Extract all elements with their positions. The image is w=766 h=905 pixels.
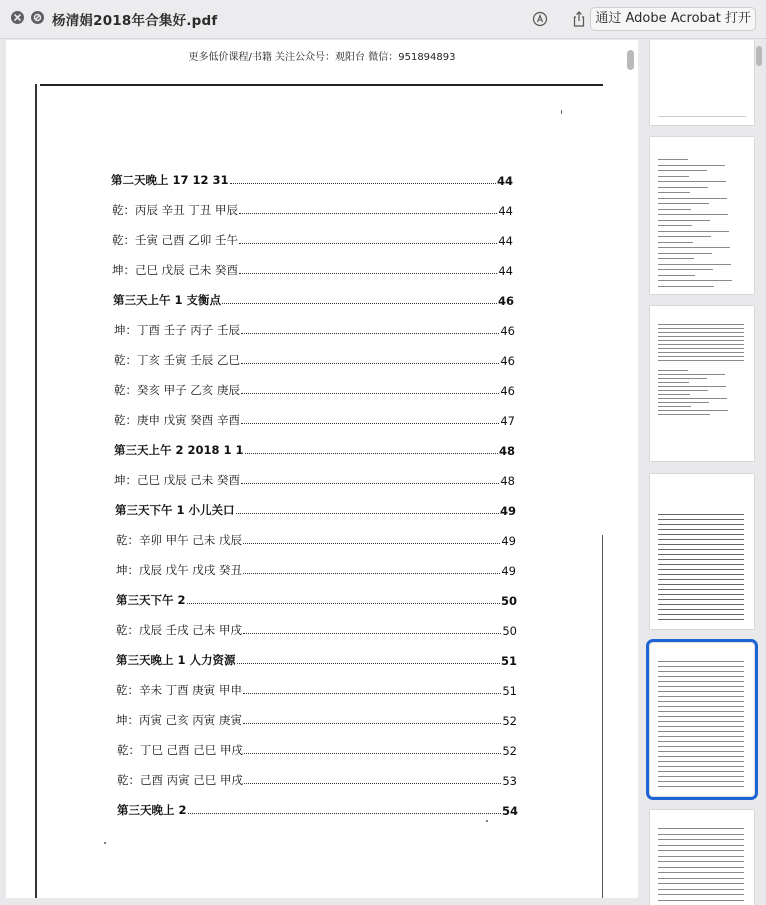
page-thumbnail[interactable] [650,40,754,125]
toc-entry-label: 第三天下午 2 [116,593,186,607]
thumbnail-text-line [658,165,725,166]
thumbnail-text-line [658,170,707,171]
thumbnail-text-line [658,599,744,600]
toc-entry [115,502,516,518]
thumbnail-text-line [658,187,708,188]
thumbnail-text-line [658,544,744,545]
toc-entry-label: 乾：壬寅 己酉 乙卯 壬午 [112,233,238,247]
toc-entry [116,622,517,638]
thumbnail-text-line [658,529,744,530]
toc-entry-label: 坤：己巳 戊辰 己未 癸酉 [114,473,240,487]
thumbnail-text-line [658,761,744,762]
thumbnail-text-line [658,589,744,590]
share-icon[interactable] [569,9,589,29]
thumbnail-text-line [658,258,694,259]
thumbnail-text-line [658,242,693,243]
toc-entry [117,742,517,758]
thumbnail-text-line [658,845,744,846]
toc-entry-page: 51 [500,654,517,668]
toc-entry-page: 51 [502,684,517,698]
toc-entry-label: 乾：辛未 丁酉 庚寅 甲申 [116,683,242,697]
thumbnail-text-line [658,691,744,692]
thumbnail-text-line [658,721,744,722]
thumbnail-text-line [658,352,744,353]
toc-entry [116,652,517,668]
thumbnail-text-line [658,390,708,391]
toc-leader-dots [188,812,501,814]
thumbnail-text-line [658,564,744,565]
toc-entry-page: 49 [499,504,516,518]
toc-entry-label: 乾：癸亥 甲子 乙亥 庚辰 [114,383,240,397]
thumbnail-text-line [658,834,744,835]
thumbnail-text-line [658,766,744,767]
thumbnail-text-line [658,332,744,333]
thumbnail-text-line [658,253,712,254]
toc-leader-dots [239,212,497,214]
thumbnail-text-line [658,594,744,595]
toc-entry-label: 乾：丙辰 辛丑 丁丑 甲辰 [112,203,238,217]
thumbnail-text-line [658,198,727,199]
thumbnail-text-line [658,756,744,757]
page-border-right [602,535,603,898]
page-thumbnail[interactable] [650,306,754,461]
toc-entry [117,772,517,788]
thumbnail-text-line [658,614,744,615]
toc-entry-label: 乾：丁巳 己酉 己巳 甲戌 [117,743,243,757]
toc-entry [112,232,513,248]
toc-entry-label: 坤：丙寅 己亥 丙寅 庚寅 [116,713,242,727]
pdf-page [6,40,638,898]
toc-entry-label: 坤：丁酉 壬子 丙子 壬辰 [114,323,240,337]
toc-entry [112,202,513,218]
thumbnail-scrollbar[interactable] [756,46,762,66]
thumbnail-text-line [658,771,744,772]
hide-icon[interactable] [31,11,44,24]
toc-leader-dots [241,332,499,334]
toc-entry [114,382,515,398]
thumbnail-text-line [658,731,744,732]
toc-leader-dots [241,362,499,364]
thumbnail-text-line [658,746,744,747]
toc-entry-label: 第三天晚上 1 人力资源 [116,653,236,667]
thumbnail-text-line [658,247,730,248]
thumbnail-text-line [658,534,744,535]
toc-entry-page: 44 [498,264,513,278]
toc-entry-page: 46 [500,354,515,368]
thumbnail-text-line [658,398,727,399]
thumbnail-text-line [658,579,744,580]
thumbnail-text-line [658,554,744,555]
thumbnail-sidebar [644,40,766,905]
thumbnail-text-line [658,324,744,325]
thumbnail-text-line [658,336,744,337]
scan-speck [104,842,106,844]
thumbnail-text-line [658,889,744,890]
toc-entry-label: 乾：丁亥 壬寅 壬辰 乙巳 [114,353,240,367]
thumbnail-text-line [658,374,725,375]
scan-speck [561,110,562,114]
toc-entry-label: 乾：辛卯 甲午 己未 戊辰 [116,533,242,547]
thumbnail-text-line [658,619,744,620]
thumbnail-text-line [658,539,744,540]
toc-leader-dots [243,722,501,724]
toc-entry [116,682,517,698]
thumbnail-text-line [658,356,744,357]
toc-entry [114,352,515,368]
toc-entry-page: 50 [500,594,517,608]
page-scrollbar[interactable] [627,50,634,70]
thumbnail-text-line [658,786,744,787]
toc-entry [113,292,514,308]
open-in-acrobat-button[interactable]: 通过 Adobe Acrobat 打开 [590,7,756,31]
close-icon[interactable] [11,11,24,24]
thumbnail-text-line [658,192,690,193]
thumbnail-text-line [658,559,744,560]
toc-leader-dots [245,452,498,454]
thumbnail-text-line [658,711,744,712]
thumbnail-text-line [658,872,744,873]
toc-leader-dots [237,662,500,664]
thumbnail-text-line [658,275,695,276]
toc-entry-page: 53 [502,774,517,788]
thumbnail-text-line [658,286,714,287]
toc-leader-dots [244,782,501,784]
toc-leader-dots [239,272,497,274]
toc-entry-label: 第三天上午 1 支衡点 [113,293,222,307]
toc-leader-dots [243,632,501,634]
thumbnail-text-line [658,378,707,379]
toc-entry-page: 47 [500,414,515,428]
toc-leader-dots [244,752,501,754]
toc-entry [114,412,515,428]
thumbnail-text-line [658,736,744,737]
toc-entry-page: 46 [500,384,515,398]
toc-leader-dots [243,692,501,694]
toc-entry [114,442,515,458]
thumbnail-text-line [658,883,744,884]
thumbnail-text-line [658,402,709,403]
thumbnail-text-line [658,328,744,329]
toc-leader-dots [243,542,500,544]
thumbnail-text-line [658,370,688,371]
toc-entry-page: 46 [500,324,515,338]
toc-entry-label: 乾：戊辰 壬戌 己未 甲戌 [116,623,242,637]
thumbnail-text-line [658,203,709,204]
thumbnail-text-line [658,382,689,383]
thumbnail-text-line [658,176,689,177]
thumbnail-text-line [658,524,744,525]
toc-entry [112,262,513,278]
thumbnail-text-line [658,604,744,605]
thumbnail-text-line [658,236,711,237]
thumbnail-text-line [658,214,728,215]
thumbnail-text-line [658,781,744,782]
thumbnail-text-line [658,519,744,520]
thumbnail-text-line [658,348,744,349]
toc-leader-dots [241,482,499,484]
thumbnail-text-line [658,220,710,221]
thumbnail-text-line [658,776,744,777]
toc-entry-label: 第三天上午 2 2018 1 1 [114,443,244,457]
toc-entry-label: 乾：己酉 丙寅 己巳 甲戌 [117,773,243,787]
thumbnail-text-line [658,661,744,662]
thumbnail-text-line [658,681,744,682]
thumbnail-text-line [658,225,692,226]
thumbnail-text-line [658,900,744,901]
toc-entry [114,472,515,488]
thumbnail-text-line [658,406,691,407]
thumbnail-text-line [658,386,726,387]
page-thumbnail[interactable] [650,137,754,294]
thumbnail-text-line [658,726,744,727]
thumbnail-text-line [658,741,744,742]
thumbnail-text-line [658,676,744,677]
toc-leader-dots [239,242,497,244]
toc-entry-label: 乾：庚申 戊寅 癸酉 辛酉 [114,413,240,427]
toc-leader-dots [230,182,496,184]
thumbnail-text-line [658,394,690,395]
thumbnail-text-line [658,706,744,707]
scan-speck [486,820,488,822]
thumbnail-text-line [658,751,744,752]
thumbnail-text-line [658,549,744,550]
thumbnail-text-line [658,209,691,210]
thumbnail-text-line [658,716,744,717]
thumbnail-text-line [658,344,744,345]
toc-entry-page: 48 [498,444,515,458]
thumbnail-text-line [658,856,744,857]
thumbnail-text-line [658,574,744,575]
thumbnail-text-line [658,828,744,829]
thumbnail-text-line [658,850,744,851]
thumbnail-text-line [658,666,744,667]
toc-entry-label: 坤：己巳 戊辰 己未 癸酉 [112,263,238,277]
thumbnail-text-line [658,280,732,281]
thumbnail-text-line [658,264,731,265]
thumbnail-text-line [658,861,744,862]
thumbnail-text-line [658,839,744,840]
toc-entry-page: 54 [501,804,518,818]
thumbnail-text-line [658,686,744,687]
toc-entry [116,562,516,578]
page-border-top [40,84,603,86]
thumbnail-text-line [658,414,710,415]
thumbnail-text-line [658,671,744,672]
toc-entry [116,712,517,728]
page-header: 更多低价课程/书籍 关注公众号：观阳台 微信：951894893 [188,52,456,63]
toc-leader-dots [187,602,500,604]
thumbnail-text-line [658,867,744,868]
thumbnail-text-line [658,360,744,361]
toc-leader-dots [241,422,499,424]
title-bar [0,0,766,39]
toc-leader-dots [243,572,500,574]
toc-entry-label: 第三天晚上 2 [117,803,187,817]
thumbnail-text-line [658,231,729,232]
thumbnail-text-line [658,878,744,879]
toc-entry-label: 第三天下午 1 小儿关口 [115,503,235,517]
page-thumbnail-selected[interactable] [650,643,754,796]
thumbnail-text-line [658,569,744,570]
markup-icon[interactable] [530,9,550,29]
thumbnail-text-line [658,410,728,411]
toc-entry-page: 49 [501,564,516,578]
toc-leader-dots [236,512,499,514]
toc-leader-dots [222,302,497,304]
thumbnail-text-line [658,609,744,610]
thumbnail-text-line [658,514,744,515]
toc-entry-page: 49 [501,534,516,548]
toc-entry-page: 52 [502,714,517,728]
thumbnail-text-line [658,181,726,182]
toc-entry-label: 第二天晚上 17 12 31 [111,173,229,187]
toc-entry-page: 44 [496,174,513,188]
toc-entry-page: 44 [498,234,513,248]
toc-entry [111,172,513,188]
toc-entry-page: 44 [498,204,513,218]
toc-entry [117,802,518,818]
page-thumbnail[interactable] [650,810,754,905]
thumbnail-text-line [658,701,744,702]
toc-entry-page: 50 [502,624,517,638]
window-title: 杨清娟2018年合集好.pdf [52,13,218,29]
page-border-left [35,84,37,898]
thumbnail-text-line [658,696,744,697]
toc-entry [116,532,516,548]
thumbnail-text-line [658,584,744,585]
thumbnail-text-line [658,269,713,270]
toc-entry [114,322,515,338]
toc-entry-page: 48 [500,474,515,488]
page-thumbnail[interactable] [650,474,754,629]
toc-leader-dots [241,392,499,394]
thumbnail-text-line [658,340,744,341]
thumbnail-text-line [658,159,688,160]
toc-entry [116,592,517,608]
toc-entry-label: 坤：戊辰 戊午 戊戌 癸丑 [116,563,242,577]
toc-entry-page: 46 [497,294,514,308]
toc-entry-page: 52 [502,744,517,758]
thumbnail-text-line [658,894,744,895]
